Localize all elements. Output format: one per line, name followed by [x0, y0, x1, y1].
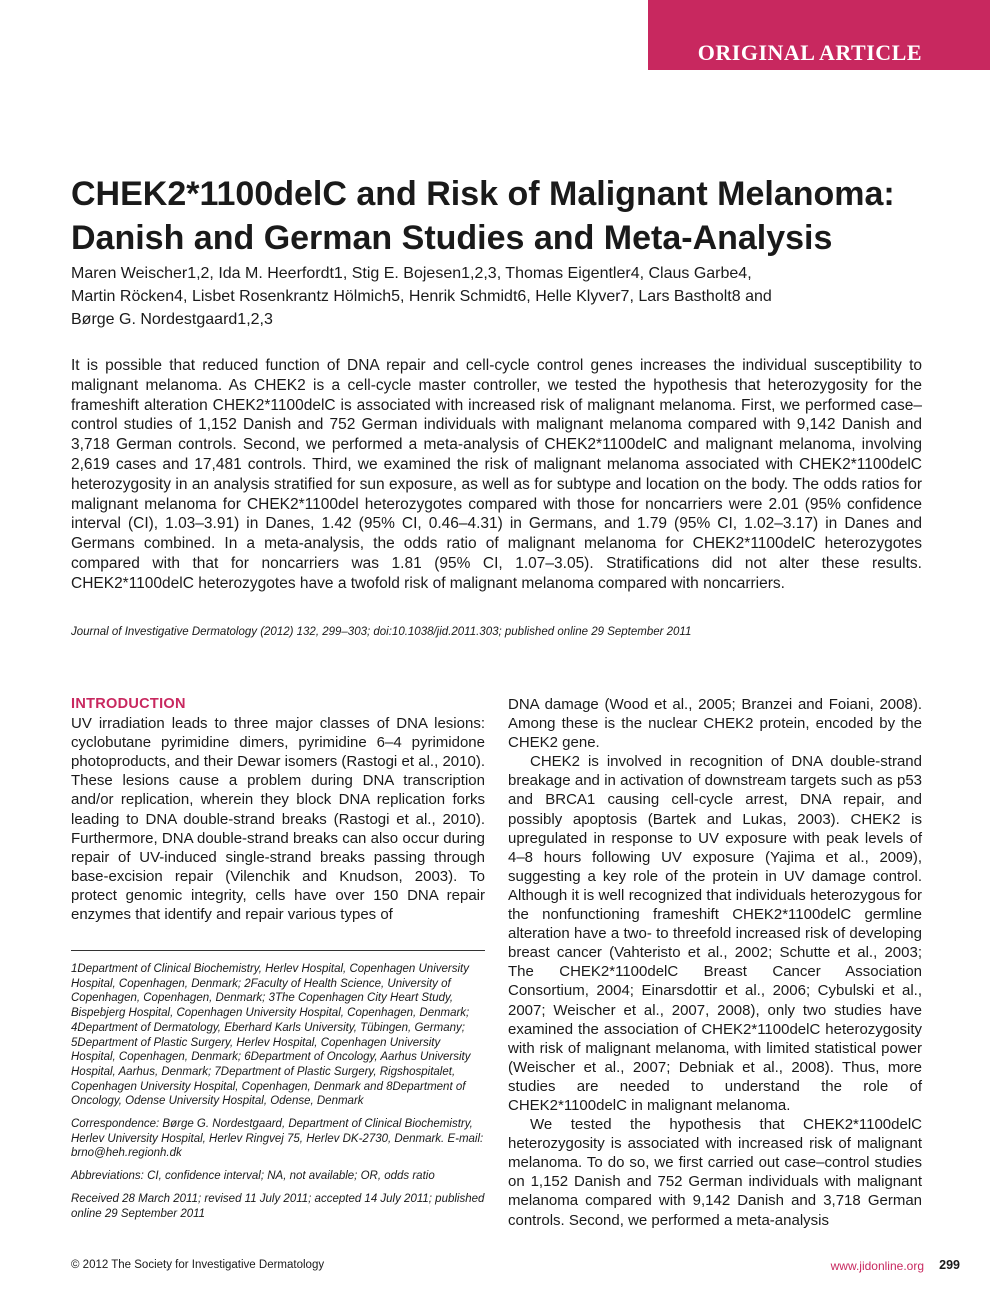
title-line-2: Danish and German Studies and Meta-Analysis [71, 219, 833, 257]
footnotes [71, 962, 485, 1229]
right-paragraph-1: DNA damage (Wood et al., 2005; Branzei and Foiani, 2008). Among these is the nuclear CHEK2 protein, encoded by the CHEK2 gene. [508, 696, 922, 752]
authors-line-3: Børge G. Nordestgaard1,2,3 [71, 311, 273, 328]
section-tag-label: ORIGINAL ARTICLE [697, 40, 922, 65]
copyright-notice: © 2012 The Society for Investigative Dermatology [71, 1259, 325, 1271]
right-column [508, 695, 922, 1230]
journal-citation: Journal of Investigative Dermatology (2012) 132, 299–303; doi:10.1038/jid.2011.303; published online 29 September 2011 [71, 626, 692, 638]
affiliations-footnote: 1Department of Clinical Biochemistry, Herlev Hospital, Copenhagen University Hospital, Copenhagen, Denmark; 2Faculty of Health Science, University of Copenhagen, Copenhagen, Denmark; 3The Copenhagen City Heart Study, Bispebjerg Hospital, Copenhagen University Hospital, Copenhagen, Denmark; 4Department of Dermatology, Eberhard Karls University, Tübingen, Germany; 5Department of Plastic Surgery, Herlev Hospital, Copenhagen University Hospital, Copenhagen, Denmark; 6Department of Oncology, Aarhus University Hospital, Aarhus, Denmark; 7Department of Plastic Surgery, Rigshospitalet, Copenhagen University Hospital, Copenhagen, Denmark and 8Department of Oncology, Odense University Hospital, Odense, Denmark [71, 963, 471, 1108]
intro-paragraph-1: UV irradiation leads to three major classes of DNA lesions: cyclobutane pyrimidine dimers, pyrimidine 6–4 pyrimidone photoproducts, and their Dewar isomers (Rastogi et al., 2010). These lesions cause a problem during DNA transcription and/or replication, wherein they block DNA replication forks leading to DNA double-strand breaks (Rastogi et al., 2010). Furthermore, DNA double-strand breaks can also occur during repair of UV-induced single-strand breaks passing through base-excision repair (Vilenchik and Knudson, 2003). To protect genomic integrity, cells have over 150 DNA repair enzymes that identify and repair various types of [71, 715, 485, 924]
right-paragraph-3: We tested the hypothesis that CHEK2*1100delC heterozygosity is associated with increased risk of malignant melanoma. To do so, we first carried out case–control studies on 1,152 Danish and 752 German individuals with malignant melanoma compared with 9,142 Danish and 3,718 German controls. Second, we performed a meta-analysis [508, 1116, 922, 1229]
abstract: It is possible that reduced function of DNA repair and cell-cycle control genes increases the individual susceptibility to malignant melanoma. As CHEK2 is a cell-cycle master controller, we tested the hypothesis that heterozygosity for the frameshift alteration CHEK2*1100delC is associated with increased risk of malignant melanoma. First, we performed case–control studies of 1,152 Danish and 752 German individuals with malignant melanoma compared with 9,142 Danish and 3,718 German controls. Second, we performed a meta-analysis of CHEK2*1100delC and malignant melanoma, involving 2,619 cases and 17,481 controls. Third, we examined the risk of malignant melanoma associated with CHEK2*1100delC heterozygosity in an analysis stratified for sun exposure, as well as for subtype and location on the body. The odds ratios for malignant melanoma for CHEK2*1100del heterozygotes compared with those for noncarriers were 2.01 (95% confidence interval (CI), 1.03–3.91) in Danes, 1.42 (95% CI, 0.46–4.31) in Germans, and 1.79 (95% CI, 1.02–3.17) in Danes and Germans combined. In a meta-analysis, the odds ratio of malignant melanoma for CHEK2*1100delC heterozygotes compared with that for noncarriers was 1.81 (95% CI, 1.07–3.05). Stratifications did not alter these results. CHEK2*1100delC heterozygotes have a twofold risk of malignant melanoma compared with noncarriers. [71, 357, 922, 592]
left-column [71, 695, 485, 924]
author-list [71, 262, 931, 331]
correspondence-footnote: Correspondence: Børge G. Nordestgaard, Department of Clinical Biochemistry, Herlev University Hospital, Herlev Ringvej 75, Herlev DK-2730, Denmark. E-mail: brno@heh.regionh.dk [71, 1118, 484, 1160]
title-line-1: CHEK2*1100delC and Risk of Malignant Melanoma: [71, 175, 895, 213]
introduction-heading: INTRODUCTION [71, 696, 186, 712]
page-number: 299 [939, 1258, 960, 1272]
authors-line-2: Martin Röcken4, Lisbet Rosenkrantz Hölmich5, Henrik Schmidt6, Helle Klyver7, Lars Bastholt8 and [71, 288, 772, 305]
section-tag-banner [648, 0, 990, 70]
journal-website-link[interactable]: www.jidonline.org [830, 1259, 924, 1273]
article-title [71, 172, 951, 260]
footnote-divider [71, 950, 485, 951]
authors-line-1: Maren Weischer1,2, Ida M. Heerfordt1, Stig E. Bojesen1,2,3, Thomas Eigentler4, Claus Garbe4, [71, 265, 752, 282]
received-footnote: Received 28 March 2011; revised 11 July 2011; accepted 14 July 2011; published online 29 September 2011 [71, 1192, 485, 1220]
right-paragraph-2: CHEK2 is involved in recognition of DNA double-strand breakage and in activation of downstream targets such as p53 and BRCA1 causing cell-cycle arrest, DNA repair, and possibly apoptosis (Bartek and Lukas, 2003). CHEK2 is upregulated in response to UV exposure with peak levels of 4–8 hours following UV exposure (Yajima et al., 2009), suggesting a key role of the protein in UV damage control. Although it is well recognized that individuals heterozygous for the nonfunctioning frameshift CHEK2*1100delC germline alteration have a two- to threefold increased risk of developing breast cancer (Vahteristo et al., 2002; Schutte et al., 2003; The CHEK2*1100delC Breast Cancer Association Consortium, 2004; Einarsdottir et al., 2006; Cybulski et al., 2007; Weischer et al., 2007, 2008), only two studies have examined the association of CHEK2*1100delC heterozygosity with risk of malignant melanoma, with limited statistical power (Weischer et al., 2007; Debniak et al., 2008). Thus, more studies are needed to understand the role of CHEK2*1100delC in malignant melanoma. [508, 753, 922, 1114]
abbreviations-footnote: Abbreviations: CI, confidence interval; NA, not available; OR, odds ratio [71, 1170, 435, 1183]
